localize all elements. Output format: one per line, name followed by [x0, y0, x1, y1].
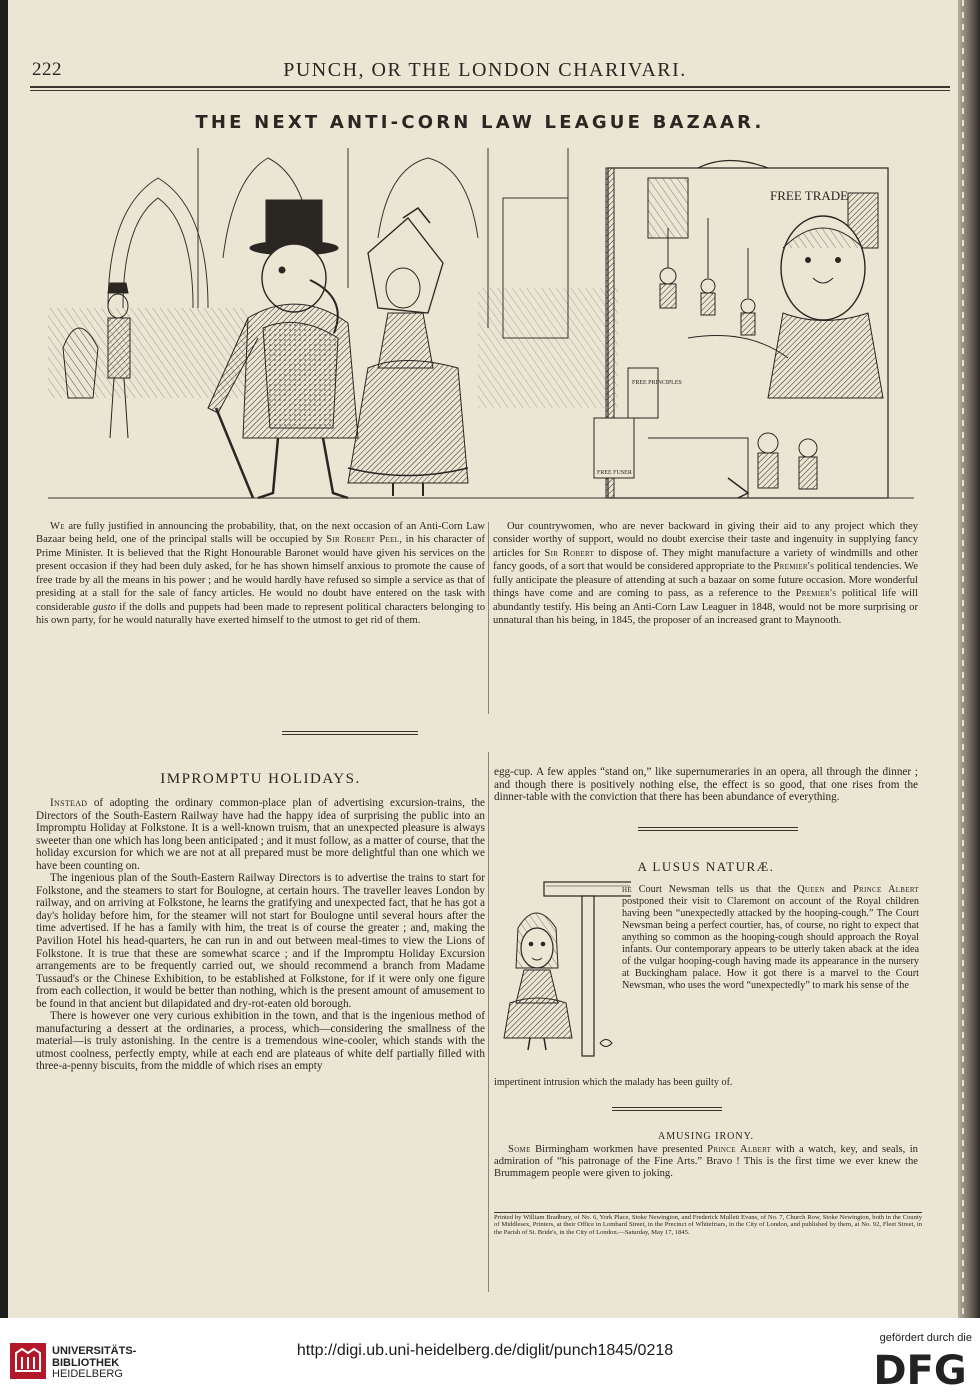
- article-paragraph: The ingenious plan of the South-Eastern Railway Directors is to advertise the trains to start for Folkstone, and the steamers to start for Boulogne, at certain hours. The traveller leaves London by railway, and on arriving at Folkstone, he learns the gratifying and unexpected fact, that he has got a day's holiday before him, for the steamer will not start for Boulogne until several hours after the time advertised. If he has a family with him, the treat is of course the greater ; and, making the Pavilion Hotel his head-quarters, he can run in and out between meal-times to view the Lions of Folkstone. It is true that these are somewhat scarce ; and if the Impromptu Holiday Excursion arrangements are to be frequently carried out, we should recommend a branch from Madame Tussaud's or the Chinese Exhibition, to be established at Folkstone, for if it were only one figure from each collection, it would be better than nothing, which is the present amount of amusement to be found in that ancient but dilapidated and dry-rot-eaten old borough.: [36, 872, 485, 1010]
- free-principles-placard: FREE PRINCIPLES: [632, 380, 682, 386]
- imprint-rule: [494, 1212, 922, 1213]
- article-lead-word: Instead: [50, 797, 88, 809]
- library-name-line: BIBLIOTHEK: [52, 1356, 120, 1369]
- library-name-line: UNIVERSITÄTS-: [52, 1345, 137, 1357]
- article-body: [36, 797, 485, 1073]
- caption-right-column: [493, 520, 918, 628]
- dfg-logo-text: DFG: [873, 1348, 967, 1388]
- header-rule: [30, 90, 950, 91]
- article-text: postponed their visit to Claremont on account of the Royal children having been “unexpectedly attacked by the hooping-cough.” The Court Newsman being a perfect courtier, has, of course, no right to expect that anything so common as the hooping-cough should approach the Royal infants. Our contemporary appears to be utterly taken aback at the idea of the vulgar hooping-cough having made its appearance in the nursery at Buckingham palace. How it got there is a marvel to the Court Newsman, who uses the word “unexpectedly” to mark his sense of the: [622, 896, 919, 992]
- floor-dolls: [728, 433, 817, 498]
- article-lead-word: he: [622, 884, 632, 895]
- printer-imprint: Printed by William Bradbury, of No. 6, York Place, Stoke Newington, and Frederick Mullett Evans, of No. 7, Church Row, Stoke Newington, both in the County of Middlesex, Printers, at their Office in Lombard Street, in the Precinct of Whitefriars, in the City of London, and published by them, at No. 92, Fleet Street, in the Parish of St. Bride's, in the City of London.—Saturday, May 17, 1845.: [494, 1214, 922, 1236]
- header-rule: [30, 86, 950, 88]
- caption-name: Sir Robert Peel: [326, 534, 400, 546]
- article-title: AMUSING IRONY.: [657, 1131, 755, 1142]
- lady-in-bonnet: [348, 208, 468, 496]
- article-paragraph: impertinent intrusion which the malady has been guilty of.: [494, 1077, 733, 1088]
- caption-name: Premier's: [795, 588, 837, 600]
- page-number: 222: [32, 59, 62, 80]
- spine-stitching: [962, 0, 964, 1318]
- article-title: A LUSUS NATURÆ.: [637, 859, 775, 874]
- caption-text: are fully justified in announcing the probability, that, on the next occasion of an Anti-Corn Law Bazaar being held, one of the principal stalls will be occupied by: [36, 521, 485, 546]
- article-paragraph: There is however one very curious exhibition in the town, and that is the ingenious method of manufacturing a dessert at the ordinaries, a process, which—considering the smallness of the material—is truly astonishing. In the centre is a tremendous wine-cooler, which stands with the utmost coolness, perfectly empty, while at each end are plateaus of white delf partially filled with three-a-penny biscuits, from the middle of which rises an empty: [36, 1010, 485, 1073]
- section-rule: [612, 1110, 722, 1111]
- left-crowd: [63, 283, 130, 438]
- free-fuser-placard: FREE FUSER: [597, 470, 632, 476]
- source-url-link[interactable]: http://digi.ub.uni-heidelberg.de/diglit/punch1845/0218: [296, 1342, 674, 1359]
- university-library-logo-icon: [10, 1343, 46, 1379]
- section-rule: [282, 731, 418, 732]
- free-trade-sign: FREE TRADE: [770, 188, 849, 203]
- caption-text: to dispose of. They might manufacture a variety of windmills and other fancy goods, of a sort that would be considered appropriate to the: [493, 547, 918, 573]
- section-rule: [638, 827, 798, 828]
- library-name-line: HEIDELBERG: [52, 1368, 123, 1380]
- article-continuation: [494, 766, 918, 804]
- caption-text: if the dolls and puppets had been made to represent political characters belonging to his own party, for he would naturally have exerted himself to the utmost to get rid of them.: [36, 601, 485, 627]
- caption-emphasis: gusto: [92, 601, 116, 613]
- running-head: PUNCH, OR THE LONDON CHARIVARI.: [283, 59, 687, 81]
- caption-left-column: [36, 520, 485, 628]
- column-divider: [488, 752, 489, 1292]
- caption-text: political life will abundantly testify. His being an Anti-Corn Law Leaguer in 1848, would not be more surprising or unnatural than his being, in 1845, the proposer of an increased grant to Maynooth.: [493, 588, 918, 627]
- article-text: Birmingham workmen have presented: [530, 1144, 708, 1155]
- crowd-background: [478, 288, 618, 408]
- article-lead-word: Some: [508, 1144, 531, 1155]
- article-title: IMPROMPTU HOLIDAYS.: [160, 771, 361, 787]
- caption-text: , in his character of Prime Minister. It is believed that the Right Honourable Baronet would have given his services on the present occasion if they had been duly asked, for he has shown himself anxious to promote the cause of free trade by all the means in his power ; and he would hardly have refused so simple a service as that of presiding at a stall for the sale of fancy articles. He would no doubt have entered on the task with considerable: [36, 534, 485, 613]
- caption-name: Sir Robert: [544, 547, 595, 559]
- article-name: Prince Albert: [853, 884, 919, 895]
- cartoon-illustration: [48, 138, 914, 518]
- caption-text: Our countrywomen, who are never backward in giving their aid to any project which they consider worthy of support, would no doubt exercise their taste and ingenuity in supplying fancy articles for: [493, 521, 918, 559]
- caption-text: political tendencies. We fully anticipate the pleasure of attending at such a bazaar on some future occasion. More wonderful things have come and are coming to pass, as a reference to the: [493, 561, 918, 600]
- column-divider: [488, 522, 489, 714]
- section-rule: [638, 830, 798, 831]
- article-name: Prince Albert: [707, 1144, 772, 1155]
- funded-by-label: gefördert durch die: [879, 1332, 972, 1344]
- lusus-illustration: [496, 878, 631, 1058]
- cartoon-title: THE NEXT ANTI-CORN LAW LEAGUE BAZAAR.: [195, 112, 765, 133]
- section-rule: [282, 734, 418, 735]
- article-body: [622, 884, 919, 992]
- caption-name: Premier's: [773, 561, 815, 573]
- article-body: [494, 1144, 918, 1180]
- university-library-name: [52, 1346, 136, 1381]
- section-rule: [612, 1107, 722, 1108]
- caption-lead-word: We: [50, 521, 65, 532]
- article-text: with a watch, key, and seals, in admiration of “his patronage of the Fine Arts.” Bravo ! This is the first time we ever knew the Brummagem people were given to joking.: [494, 1144, 918, 1179]
- article-text: and: [824, 884, 854, 895]
- article-text: Court Newsman tells us that the: [631, 884, 798, 895]
- article-paragraph: of adopting the ordinary common-place plan of advertising excursion-trains, the Directors of the South-Eastern Railway have had the happy idea of surprising the public into an Impromptu Holiday at Folkstone. It is a well-known truism, that an unexpected pleasure is always sweeter than one which has long been anticipated ; and it must follow, as a matter of course, that the holiday excursion for which we are not at all prepared must be more delightful than one which we have been counting on.: [36, 797, 485, 872]
- article-paragraph: egg-cup. A few apples “stand on,” like supernumeraries in an opera, all through the dinner ; and though there is positively nothing else, the effect is so good, that one rises from the dinner-table with the conviction that there has been abundance of everything.: [494, 766, 918, 804]
- article-body: [494, 1077, 918, 1089]
- dfg-logo-icon: [870, 1346, 970, 1388]
- article-name: Queen: [797, 884, 825, 895]
